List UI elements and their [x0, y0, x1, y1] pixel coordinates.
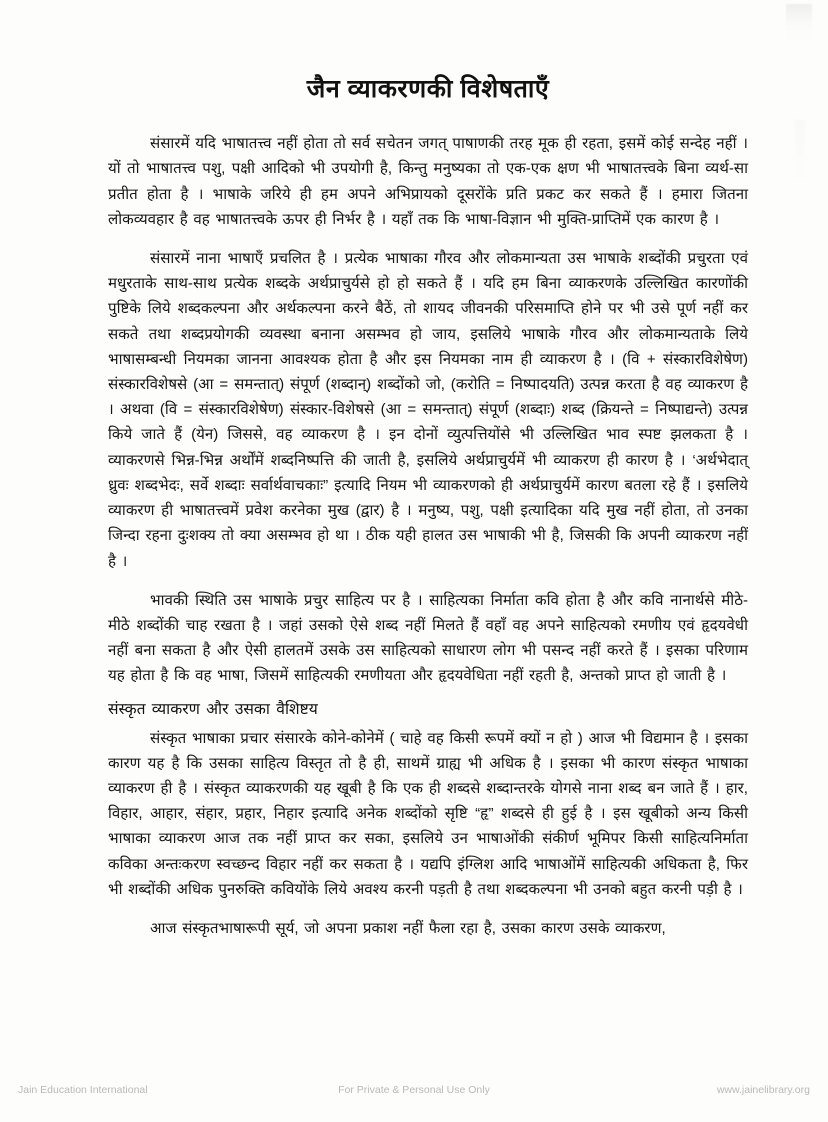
page-title: जैन व्याकरणकी विशेषताएँ — [306, 75, 550, 103]
paragraph-2: संसारमें नाना भाषाएँ प्रचलित है । प्रत्येक भाषाका गौरव और लोकमान्यता उस भाषाके शब्दोंकी प्रचुरता एवं मधुरताके साथ-साथ प्रत्येक शब्दके अर्थप्राचुर्यसे हो हो सकते हैं । यदि हम बिना व्याकरणके उल्लिखित कारणोंकी पुष्टिके लिये शब्दकल्पना और अर्थकल्पना करने बैठें, तो शायद जीवनकी परिसमाप्ति होने पर भी उसे पूर्ण नहीं कर सकते तथा शब्दप्रयोगकी व्यवस्था बनाना असम्भव हो जाय, इसलिये भाषाके गौरव और लोकमान्यताके लिये भाषासम्बन्धी नियमका जानना आवश्यक होता है और इस नियमका नाम ही व्याकरण है । (वि + संस्कारविशेषेण) संस्कारविशेषसे (आ = समन्तात्) संपूर्ण (शब्दान्) शब्दोंको जो, (करोति = निष्पादयति) उत्पन्न करता है वह व्याकरण है । अथवा (वि = संस्कारविशेषेण) संस्कार-विशेषसे (आ = समन्तात्) संपूर्ण (शब्दाः) शब्द (क्रियन्ते = निष्पाद्यन्ते) उत्पन्न किये जाते हैं (येन) जिससे, वह व्याकरण है । इन दोनों व्युत्पत्तियोंसे भी उल्लिखित भाव स्पष्ट झलकता है । व्याकरणसे भिन्न-भिन्न अर्थोंमें शब्दनिष्पत्ति की जाती है, इसलिये अर्थप्राचुर्यमें भी व्याकरण ही कारण है । ‘अर्थभेदात् ध्रुवः शब्दभेदः, सर्वे शब्दाः सर्वार्थवाचकाः” इत्यादि नियम भी व्याकरणको ही अर्थप्राचुर्यमें कारण बतला रहे हैं । इसलिये व्याकरण ही भाषातत्त्वमें प्रवेश करनेका मुख (द्वार) है । मनुष्य, पशु, पक्षी इत्यादिका यदि मुख नहीं होता, तो उनका जिन्दा रहना दुःशक्य तो क्या असम्भव हो था । ठीक यही हालत उस भाषाकी भी है, जिसकी कि अपनी व्याकरण नहीं है । — [108, 250, 748, 570]
section-subheading: संस्कृत व्याकरण और उसका वैशिष्टय — [108, 700, 318, 718]
footer-website: www.jainelibrary.org — [716, 1084, 810, 1096]
page-footer — [0, 1084, 828, 1100]
footer-usage-notice: For Private & Personal Use Only — [338, 1084, 490, 1096]
footer-publisher: Jain Education International — [18, 1084, 148, 1096]
paragraph-5: आज संस्कृतभाषारूपी सूर्य, जो अपना प्रकाश नहीं फैला रहा है, उसका कारण उसके व्याकरण, — [150, 919, 666, 937]
paragraph-1: संसारमें यदि भाषातत्त्व नहीं होता तो सर्व सचेतन जगत् पाषाणकी तरह मूक ही रहता, इसमें कोई सन्देह नहीं । यों तो भाषातत्त्व पशु, पक्षी आदिको भी उपयोगी है, किन्तु मनुष्यका तो एक-एक क्षण भी भाषातत्त्वके बिना व्यर्थ-सा प्रतीत होता है । भाषाके जरिये ही हम अपने अभिप्रायको दूसरोंके प्रति प्रकट कर सकते हैं । हमारा जितना लोकव्यवहार है वह भाषातत्त्वके ऊपर ही निर्भर है । यहाँ तक कि भाषा-विज्ञान भी मुक्ति-प्राप्तिमें एक कारण है । — [108, 135, 748, 228]
paragraph-3: भावकी स्थिति उस भाषाके प्रचुर साहित्य पर है । साहित्यका निर्माता कवि होता है और कवि नानार्थसे मीठे-मीठे शब्दोंकी चाह रखता है । जहां उसको ऐसे शब्द नहीं मिलते हैं वहाँ वह अपने साहित्यको रमणीय एवं हृदयवेधी नहीं बना सकता है और ऐसी हालतमें उसके उस साहित्यको साधारण लोग भी पसन्द नहीं करते हैं । इसका परिणाम यह होता है कि वह भाषा, जिसमें साहित्यकी रमणीयता और हृदयवेधिता नहीं रहती है, अन्तको प्राप्त हो जाती है । — [108, 591, 748, 685]
paragraph-4: संस्कृत भाषाका प्रचार संसारके कोने-कोनेमें ( चाहे वह किसी रूपमें क्यों न हो ) आज भी विद्यमान है । इसका कारण यह है कि उसका साहित्य विस्तृत तो है ही, साथमें ग्राह्य भी अधिक है । इसका भी कारण संस्कृत भाषाका व्याकरण ही है । संस्कृत व्याकरणकी यह खूबी है कि एक ही शब्दसे शब्दान्तरके योगसे नाना शब्द बन जाते हैं । हार, विहार, आहार, संहार, प्रहार, निहार इत्यादि अनेक शब्दोंको सृष्टि “हृ” शब्दसे ही हुई है । इस खूबीको अन्य किसी भाषाका व्याकरण आज तक नहीं प्राप्त कर सका, इसलिये उन भाषाओंकी संकीर्ण भूमिपर किसी साहित्यनिर्माता कविका अन्तःकरण स्वच्छन्द विहार नहीं कर सकता है । यद्यपि इंग्लिश आदि भाषाओंमें साहित्यकी अधिकता है, फिर भी शब्दोंकी अधिक पुनरुक्ति कवियोंके लिये अवश्य करनी पड़ती है तथा शब्दकल्पना भी उनको बहुत करनी पड़ी है । — [108, 729, 748, 898]
scan-artifact-icon — [786, 4, 812, 42]
body-text-block — [108, 131, 748, 941]
scan-artifact-secondary-icon — [795, 120, 805, 180]
page-content — [108, 0, 748, 955]
